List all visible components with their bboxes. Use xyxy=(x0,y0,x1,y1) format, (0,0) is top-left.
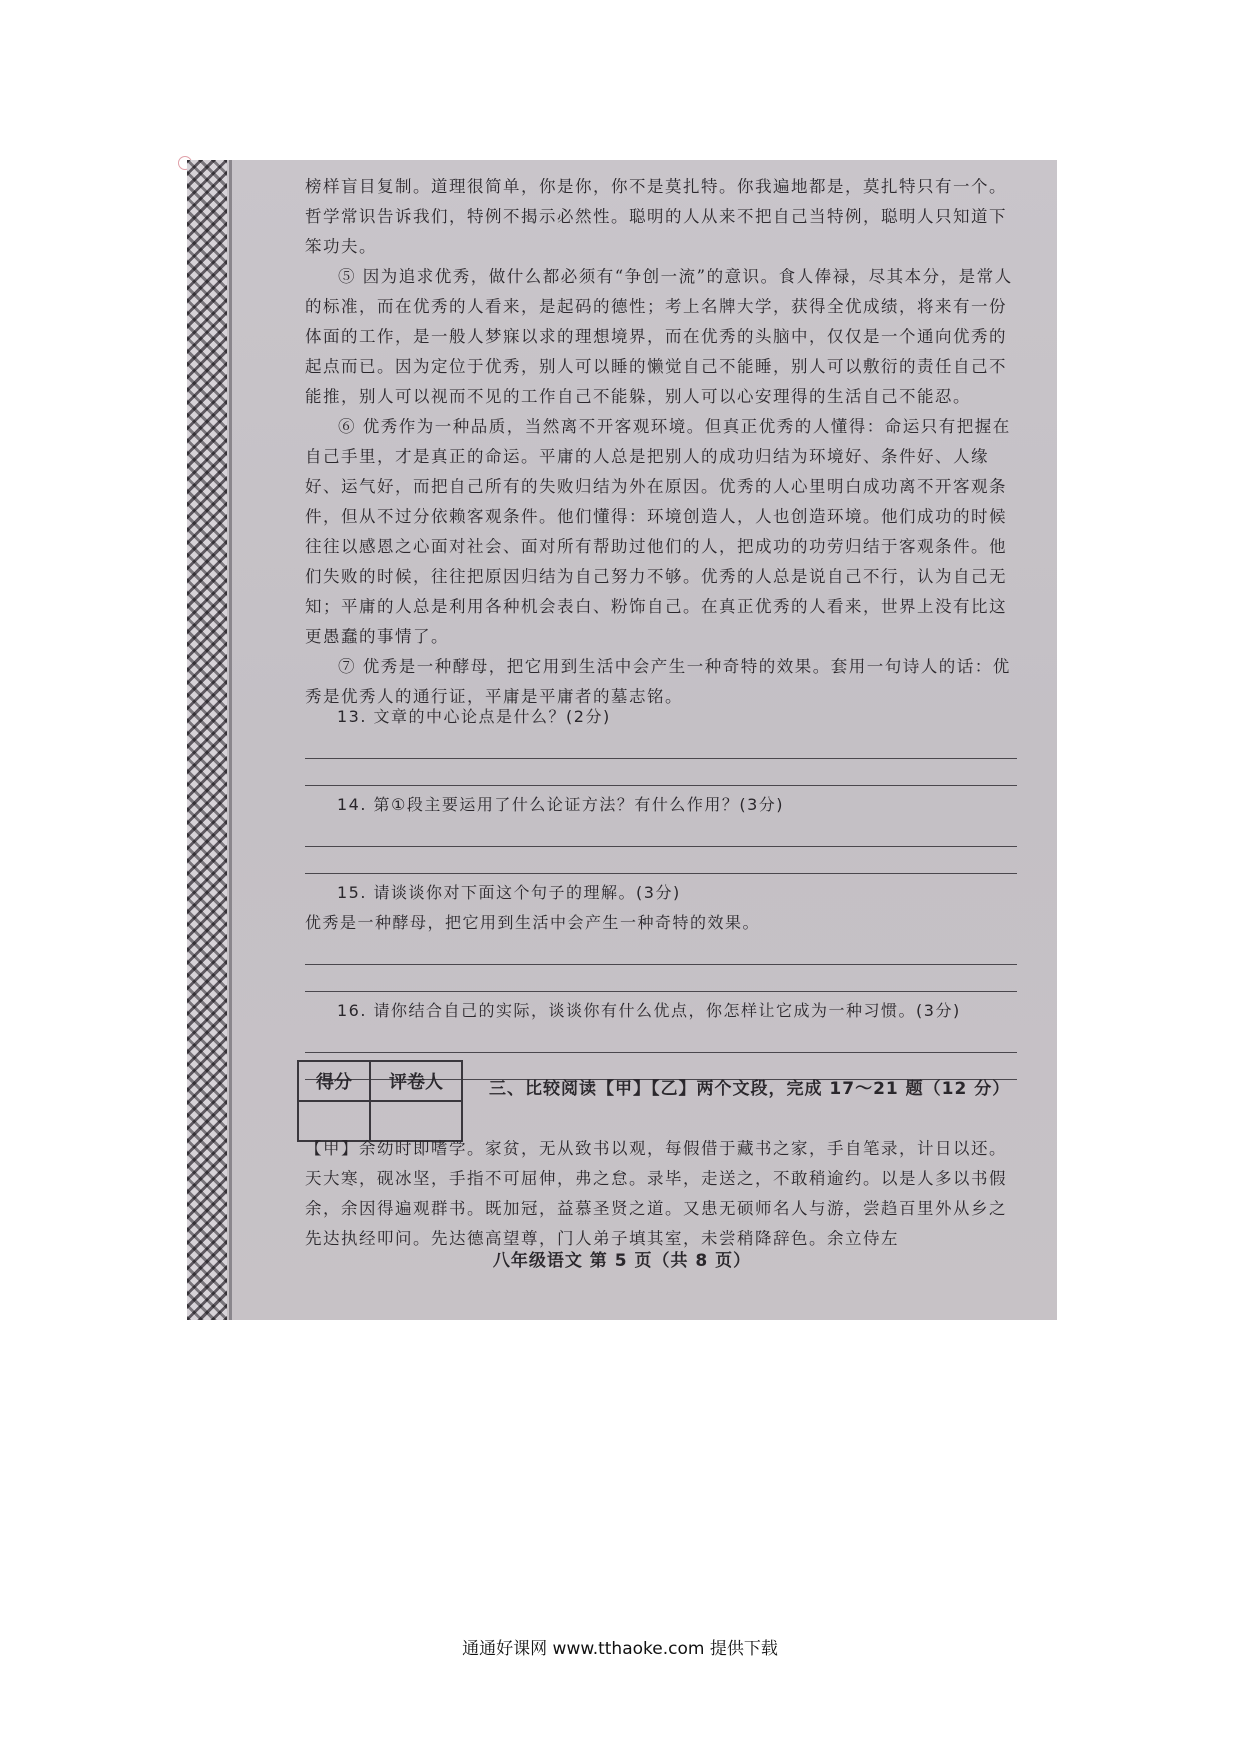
answer-line[interactable] xyxy=(305,820,1017,847)
answer-line[interactable] xyxy=(305,759,1017,786)
score-table xyxy=(297,1060,463,1142)
answer-line[interactable] xyxy=(305,965,1017,992)
passage-text xyxy=(305,172,1017,712)
answer-line[interactable] xyxy=(305,1026,1017,1053)
decorative-border xyxy=(187,160,227,1320)
questions xyxy=(305,702,1017,1080)
jia-passage xyxy=(305,1134,1017,1254)
border-divider xyxy=(229,160,232,1320)
section-3-title: 三、比较阅读【甲】【乙】两个文段，完成 17～21 题（12 分） xyxy=(489,1079,1011,1099)
answer-line[interactable] xyxy=(305,847,1017,874)
answer-line[interactable] xyxy=(305,938,1017,965)
page-footer: 八年级语文 第 5 页（共 8 页） xyxy=(492,1251,752,1271)
paragraph-6: ⑥ 优秀作为一种品质，当然离不开客观环境。但真正优秀的人懂得：命运只有把握在自己手里，才是真正的命运。平庸的人总是把别人的成功归结为环境好、条件好、人缘好、运气好，而把自己所有的失败归结为外在原因。优秀的人心里明白成功离不开客观条件，但从不过分依赖客观条件。他们懂得：环境创造人，人也创造环境。他们成功的时候往往以感恩之心面对社会、面对所有帮助过他们的人，把成功的功劳归结于客观条件。他们失败的时候，往往把原因归结为自己努力不够。优秀的人总是说自己不行，认为自己无知；平庸的人总是利用各种机会表白、粉饰自己。在真正优秀的人看来，世界上没有比这更愚蠢的事情了。 xyxy=(305,417,1011,646)
question-15: 15. 请谈谈你对下面这个句子的理解。(3分) xyxy=(337,883,681,902)
paragraph-5: ⑤ 因为追求优秀，做什么都必须有“争创一流”的意识。食人俸禄，尽其本分，是常人的标准，而在优秀的人看来，是起码的德性；考上名牌大学，获得全优成绩，将来有一份体面的工作，是一般人梦寐以求的理想境界，而在优秀的头脑中，仅仅是一个通向优秀的起点而已。因为定位于优秀，别人可以睡的懒觉自己不能睡，别人可以敷衍的责任自己不能推，别人可以视而不见的工作自己不能躲，别人可以心安理得的生活自己不能忍。 xyxy=(305,267,1013,406)
question-16: 16. 请你结合自己的实际，谈谈你有什么优点，你怎样让它成为一种习惯。(3分) xyxy=(337,1001,961,1020)
question-13: 13. 文章的中心论点是什么？(2分) xyxy=(337,707,611,726)
scanned-exam-page xyxy=(187,160,1057,1320)
answer-line[interactable] xyxy=(305,732,1017,759)
grader-header: 评卷人 xyxy=(370,1061,462,1101)
question-14: 14. 第①段主要运用了什么论证方法？有什么作用？(3分) xyxy=(337,795,785,814)
score-header: 得分 xyxy=(298,1061,370,1101)
paragraph-continuation: 榜样盲目复制。道理很简单，你是你，你不是莫扎特。你我遍地都是，莫扎特只有一个。哲学常识告诉我们，特例不揭示必然性。聪明的人从来不把自己当特例，聪明人只知道下笨功夫。 xyxy=(305,177,1007,256)
jia-paragraph: 【甲】余幼时即嗜学。家贫，无从致书以观，每假借于藏书之家，手自笔录，计日以还。天大寒，砚冰坚，手指不可屈伸，弗之怠。录毕，走送之，不敢稍逾约。以是人多以书假余，余因得遍观群书。既加冠，益慕圣贤之道。又患无硕师名人与游，尝趋百里外从乡之先达执经叩问。先达德高望尊，门人弟子填其室，未尝稍降辞色。余立侍左 xyxy=(305,1139,1007,1248)
download-notice: 通通好课网 www.tthaoke.com 提供下载 xyxy=(462,1639,778,1659)
paragraph-7: ⑦ 优秀是一种酵母，把它用到生活中会产生一种奇特的效果。套用一句诗人的话：优秀是优秀人的通行证，平庸是平庸者的墓志铭。 xyxy=(305,657,1011,706)
question-15-quote: 优秀是一种酵母，把它用到生活中会产生一种奇特的效果。 xyxy=(305,913,761,932)
